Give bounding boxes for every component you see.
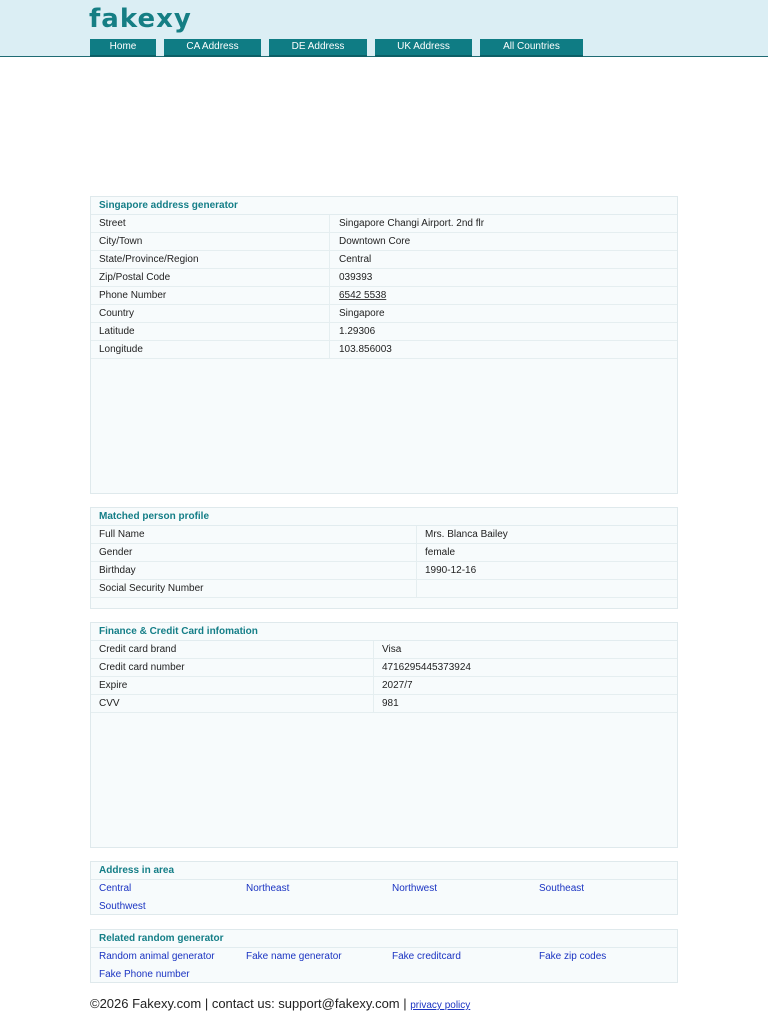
person-panel-title: Matched person profile bbox=[91, 508, 677, 526]
address-label: City/Town bbox=[99, 236, 143, 247]
person-value: 1990-12-16 bbox=[425, 565, 477, 576]
link-row bbox=[99, 880, 669, 898]
cell-divider bbox=[329, 305, 330, 322]
person-row bbox=[91, 562, 677, 580]
address-row bbox=[91, 251, 677, 269]
related-link-creditcard[interactable]: Fake creditcard bbox=[392, 951, 461, 962]
cell-divider bbox=[416, 580, 417, 597]
link-row bbox=[99, 966, 669, 984]
finance-value: 981 bbox=[382, 698, 399, 709]
address-row bbox=[91, 305, 677, 323]
address-label: Latitude bbox=[99, 326, 135, 337]
footer-text: ©2026 Fakexy.com | contact us: support@fakexy.com | bbox=[90, 996, 407, 1011]
address-row bbox=[91, 341, 677, 359]
address-label: Longitude bbox=[99, 344, 143, 355]
finance-panel-title: Finance & Credit Card infomation bbox=[91, 623, 677, 641]
cell-divider bbox=[329, 341, 330, 358]
site-header bbox=[0, 0, 768, 57]
finance-row bbox=[91, 677, 677, 695]
finance-row bbox=[91, 659, 677, 677]
area-panel-title: Address in area bbox=[91, 862, 677, 880]
cell-divider bbox=[329, 233, 330, 250]
cell-divider bbox=[329, 287, 330, 304]
finance-value: 4716295445373924 bbox=[382, 662, 471, 673]
link-row bbox=[99, 898, 669, 916]
related-link-zip[interactable]: Fake zip codes bbox=[539, 951, 607, 962]
person-label: Birthday bbox=[99, 565, 136, 576]
address-value: 039393 bbox=[339, 272, 373, 283]
finance-value: Visa bbox=[382, 644, 402, 655]
related-link-phone[interactable]: Fake Phone number bbox=[99, 969, 190, 980]
link-row bbox=[99, 948, 669, 966]
cell-divider bbox=[416, 526, 417, 543]
cell-divider bbox=[416, 544, 417, 561]
address-row bbox=[91, 233, 677, 251]
cell-divider bbox=[373, 695, 374, 712]
address-value: Central bbox=[339, 254, 372, 265]
nav-all-countries[interactable]: All Countries bbox=[480, 39, 583, 57]
address-row bbox=[91, 323, 677, 341]
finance-row bbox=[91, 641, 677, 659]
site-footer bbox=[90, 996, 470, 1011]
cell-divider bbox=[329, 269, 330, 286]
nav-de-address[interactable]: DE Address bbox=[269, 39, 367, 57]
address-label: State/Province/Region bbox=[99, 254, 199, 265]
address-row bbox=[91, 215, 677, 233]
person-value: female bbox=[425, 547, 456, 558]
finance-label: Credit card number bbox=[99, 662, 185, 673]
related-panel bbox=[90, 929, 678, 983]
address-panel bbox=[90, 196, 678, 494]
area-links bbox=[91, 880, 677, 916]
nav-ca-address[interactable]: CA Address bbox=[164, 39, 261, 57]
address-value: Singapore bbox=[339, 308, 385, 319]
person-panel bbox=[90, 507, 678, 609]
area-link-northeast[interactable]: Northeast bbox=[246, 883, 290, 894]
person-row bbox=[91, 544, 677, 562]
address-row bbox=[91, 287, 677, 305]
address-row bbox=[91, 269, 677, 287]
finance-value: 2027/7 bbox=[382, 680, 413, 691]
address-value: Downtown Core bbox=[339, 236, 411, 247]
nav-home[interactable]: Home bbox=[90, 39, 156, 57]
person-label: Social Security Number bbox=[99, 583, 204, 594]
finance-panel bbox=[90, 622, 678, 848]
finance-row bbox=[91, 695, 677, 713]
related-link-name[interactable]: Fake name generator bbox=[246, 951, 342, 962]
person-row bbox=[91, 526, 677, 544]
cell-divider bbox=[373, 677, 374, 694]
cell-divider bbox=[329, 251, 330, 268]
cell-divider bbox=[329, 215, 330, 232]
phone-number-value: 6542 5538 bbox=[339, 290, 387, 301]
area-link-northwest[interactable]: Northwest bbox=[392, 883, 438, 894]
finance-label: CVV bbox=[99, 698, 120, 709]
person-label: Full Name bbox=[99, 529, 145, 540]
cell-divider bbox=[373, 659, 374, 676]
address-label: Country bbox=[99, 308, 135, 319]
cell-divider bbox=[329, 323, 330, 340]
cell-divider bbox=[373, 641, 374, 658]
address-value: Singapore Changi Airport. 2nd flr bbox=[339, 218, 485, 229]
person-label: Gender bbox=[99, 547, 133, 558]
area-link-central[interactable]: Central bbox=[99, 883, 132, 894]
privacy-policy-link[interactable]: privacy policy bbox=[410, 1000, 471, 1011]
person-value: Mrs. Blanca Bailey bbox=[425, 529, 508, 540]
related-links bbox=[91, 948, 677, 984]
related-panel-title: Related random generator bbox=[91, 930, 677, 948]
address-label: Street bbox=[99, 218, 126, 229]
area-panel bbox=[90, 861, 678, 915]
area-link-southeast[interactable]: Southeast bbox=[539, 883, 585, 894]
address-value: 1.29306 bbox=[339, 326, 376, 337]
person-row bbox=[91, 580, 677, 598]
address-label: Phone Number bbox=[99, 290, 167, 301]
related-link-animal[interactable]: Random animal generator bbox=[99, 951, 215, 962]
finance-label: Expire bbox=[99, 680, 128, 691]
nav-uk-address[interactable]: UK Address bbox=[375, 39, 472, 57]
address-value: 103.856003 bbox=[339, 344, 392, 355]
site-logo[interactable]: fakexy bbox=[89, 4, 192, 34]
area-link-southwest[interactable]: Southwest bbox=[99, 901, 146, 912]
cell-divider bbox=[416, 562, 417, 579]
address-label: Zip/Postal Code bbox=[99, 272, 171, 283]
address-panel-title: Singapore address generator bbox=[91, 197, 677, 215]
finance-label: Credit card brand bbox=[99, 644, 177, 655]
